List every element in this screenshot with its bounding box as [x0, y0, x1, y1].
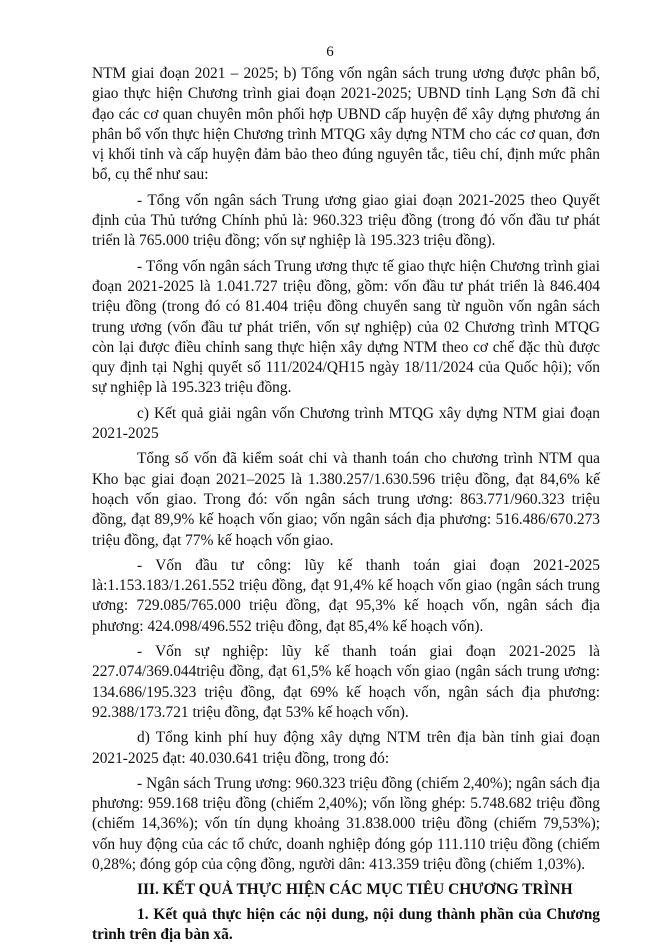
- paragraph-central-budget-actual: - Tổng vốn ngân sách Trung ương thực tế giao thực hiện Chương trình giai đoạn 2021-2025 là 1.041.727 triệu đồng, gồm: vốn đầu tư phát triển là 846.404 triệu đồng (trong đó có 81.404 triệu đồng chuyển sang từ nguồn vốn ngân sách trung ương (vốn đầu tư phát triển, vốn sự nghiệp) của 02 Chương trình MTQG còn lại được điều chỉnh sang thực hiện xây dựng NTM theo cơ chế đặc thù được quy định tại Nghị quyết số 111/2024/QH15 ngày 18/11/2024 của Quốc hội); vốn sự nghiệp là 195.323 triệu đồng.: [92, 257, 600, 397]
- paragraph-mobilized-funds: d) Tổng kinh phí huy động xây dựng NTM trên địa bàn tỉnh giai đoạn 2021-2025 đạt: 40.030.641 triệu đồng, trong đó:: [92, 729, 600, 767]
- section-heading: III. KẾT QUẢ THỰC HIỆN CÁC MỤC TIÊU CHƯƠNG TRÌNH: [137, 881, 573, 899]
- paragraph-central-budget-assigned: - Tổng vốn ngân sách Trung ương giao giai đoạn 2021-2025 theo Quyết định của Thủ tướng Chính phủ là: 960.323 triệu đồng (trong đó vốn đầu tư phát triển là 765.000 triệu đồng; vốn sự nghiệp là 195.323 triệu đồng).: [92, 191, 600, 250]
- paragraph-disbursement-total: Tổng số vốn đã kiểm soát chi và thanh toán cho chương trình NTM qua Kho bạc giai đoạn 2021–2025 là 1.380.257/1.630.596 triệu đồng, đạt 84,6% kế hoạch vốn giao. Trong đó: vốn ngân sách trung ương: 863.771/960.323 triệu đồng, đạt 89,9% kế hoạch vốn giao; vốn ngân sách địa phương: 516.486/670.273 triệu đồng, đạt 77% kế hoạch vốn giao.: [92, 450, 600, 549]
- paragraph-allocation-intro: NTM giai đoạn 2021 – 2025; b) Tổng vốn ngân sách trung ương được phân bổ, giao thực hiện Chương trình giai đoạn 2021-2025; UBND tỉnh Lạng Sơn đã chỉ đạo các cơ quan chuyên môn phối hợp UBND cấp huyện để xây dựng phương án phân bổ vốn thực hiện Chương trình MTQG xây dựng NTM cho các cơ quan, đơn vị khối tỉnh và cấp huyện đảm bảo theo đúng nguyên tắc, tiêu chí, định mức phân bổ, cụ thể như sau:: [92, 65, 600, 184]
- document-body: [92, 64, 600, 949]
- paragraph-fund-breakdown: - Ngân sách Trung ương: 960.323 triệu đồng (chiếm 2,40%); ngân sách địa phương: 959.168 triệu đồng (chiếm 2,40%); vốn lồng ghép: 5.748.682 triệu đồng (chiếm 14,36%); vốn tín dụng khoảng 31.838.000 triệu đồng (chiếm 79,53%); vốn huy động của các tổ chức, doanh nghiệp đóng góp 111.110 triệu đồng (chiếm 0,28%; đóng góp của cộng đồng, người dân: 413.359 triệu đồng (chiếm 1,03%).: [92, 774, 600, 873]
- paragraph-career-capital: - Vốn sự nghiệp: lũy kế thanh toán giai đoạn 2021-2025 là 227.074/369.044triệu đồng, đạt 61,5% kế hoạch vốn giao (ngân sách trung ương: 134.686/195.323 triệu đồng, đạt 69% kế hoạch vốn, ngân sách địa phương: 92.388/173.721 triệu đồng, đạt 53% kế hoạch vốn).: [92, 643, 600, 721]
- paragraph-public-investment: - Vốn đầu tư công: lũy kế thanh toán giai đoạn 2021-2025 là:1.153.183/1.261.552 triệu đồng, đạt 91,4% kế hoạch vốn giao (ngân sách trung ương: 729.085/765.000 triệu đồng, đạt 95,3% kế hoạch vốn, ngân sách địa phương: 424.098/496.552 triệu đồng, đạt 85,4% kế hoạch vốn).: [92, 556, 600, 635]
- page-number: 6: [326, 44, 334, 60]
- subsection-heading: 1. Kết quả thực hiện các nội dung, nội dung thành phần của Chương trình trên địa bàn xã.: [92, 905, 600, 943]
- paragraph-disbursement-heading: c) Kết quả giải ngân vốn Chương trình MTQG xây dựng NTM giai đoạn 2021-2025: [92, 404, 600, 443]
